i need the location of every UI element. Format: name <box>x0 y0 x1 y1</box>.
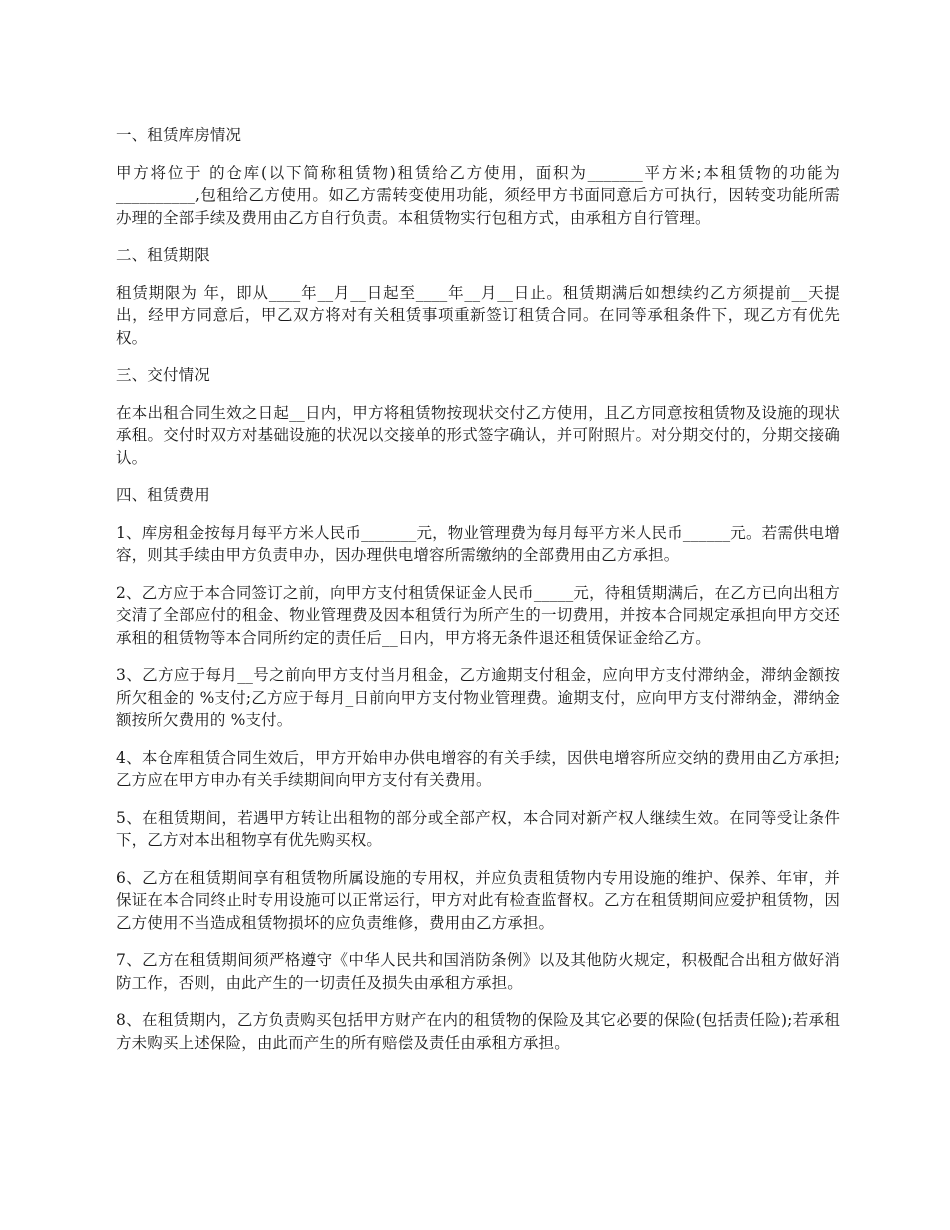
section-heading-2: 二、租赁期限 <box>116 246 210 264</box>
clause-7: 7、乙方在租赁期间须严格遵守《中华人民共和国消防条例》以及其他防火规定，积极配合出租方做好消防工作，否则，由此产生的一切责任及损失由承租方承担。 <box>116 951 840 992</box>
clause-5: 5、在租赁期间，若遇甲方转让出租物的部分或全部产权，本合同对新产权人继续生效。在同等受让条件下，乙方对本出租物享有优先购买权。 <box>116 808 840 849</box>
section-3-paragraph: 在本出租合同生效之日起__日内，甲方将租赁物按现状交付乙方使用，且乙方同意按租赁物及设施的现状承租。交付时双方对基础设施的状况以交接单的形式签字确认，并可附照片。对分期交付的，分期交接确认。 <box>116 403 840 467</box>
section-heading-3: 三、交付情况 <box>116 366 210 384</box>
clause-2: 2、乙方应于本合同签订之前，向甲方支付租赁保证金人民币_____元，待租赁期满后，在乙方已向出租方交清了全部应付的租金、物业管理费及因本租赁行为所产生的一切费用，并按本合同规定承担向甲方交还承租的租赁物等本合同所约定的责任后__日内，甲方将无条件退还租赁保证金给乙方。 <box>116 583 840 647</box>
document-body <box>116 124 840 1069</box>
clause-1: 1、库房租金按每月每平方米人民币_______元，物业管理费为每月每平方米人民币______元。若需供电增容，则其手续由甲方负责申办，因办理供电增容所需缴纳的全部费用由乙方承担。 <box>116 523 840 564</box>
clause-4: 4、本仓库租赁合同生效后，甲方开始申办供电增容的有关手续，因供电增容所应交纳的费用由乙方承担;乙方应在甲方申办有关手续期间向甲方支付有关费用。 <box>116 748 840 789</box>
section-heading-4: 四、租赁费用 <box>116 486 210 504</box>
clause-8: 8、在租赁期内，乙方负责购买包括甲方财产在内的租赁物的保险及其它必要的保险(包括责任险);若承租方未购买上述保险，由此而产生的所有赔偿及责任由承租方承担。 <box>116 1011 840 1052</box>
clause-6: 6、乙方在租赁期间享有租赁物所属设施的专用权，并应负责租赁物内专用设施的维护、保养、年审，并保证在本合同终止时专用设施可以正常运行，甲方对此有检查监督权。乙方在租赁期间应爱护租赁物，因乙方使用不当造成租赁物损坏的应负责维修，费用由乙方承担。 <box>116 868 840 932</box>
clause-3: 3、乙方应于每月__号之前向甲方支付当月租金，乙方逾期支付租金，应向甲方支付滞纳金，滞纳金额按所欠租金的 %支付;乙方应于每月_日前向甲方支付物业管理费。逾期支付，应向甲方支付滞纳金，滞纳金额按所欠费用的 %支付。 <box>116 666 840 729</box>
section-1-paragraph: 甲方将位于 的仓库(以下简称租赁物)租赁给乙方使用，面积为_______平方米;本租赁物的功能为__________,包租给乙方使用。如乙方需转变使用功能，须经甲方书面同意后方可执行，因转变功能所需办理的全部手续及费用由乙方自行负责。本租赁物实行包租方式，由承租方自行管理。 <box>116 163 840 227</box>
section-2-paragraph: 租赁期限为 年，即从____年__月__日起至____年__月__日止。租赁期满后如想续约乙方须提前__天提出，经甲方同意后，甲乙双方将对有关租赁事项重新签订租赁合同。在同等承租条件下，现乙方有优先权。 <box>116 283 840 347</box>
section-heading-1: 一、租赁库房情况 <box>116 126 242 144</box>
